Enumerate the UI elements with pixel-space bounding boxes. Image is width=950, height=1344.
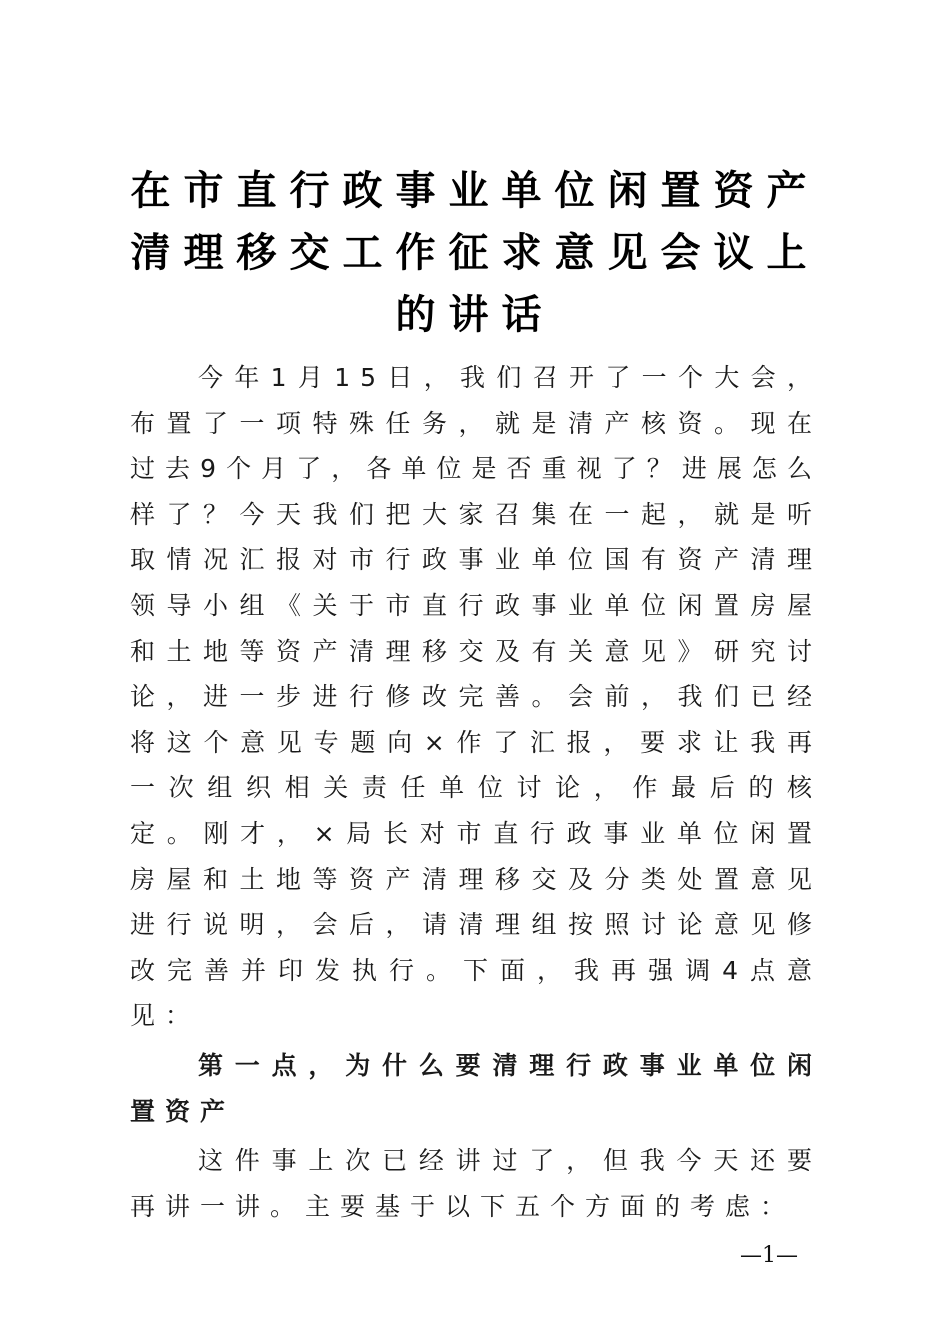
document-title bbox=[130, 160, 820, 346]
body-paragraph-intro: 今年1月15日，我们召开了一个大会，布置了一项特殊任务，就是清产核资。现在过去9个月了，各单位是否重视了？进展怎么样了？今天我们把大家召集在一起，就是听取情况汇报对市行政事业单位国有资产清理领导小组《关于市直行政事业单位闲置房屋和土地等资产清理移交及有关意见》研究讨论，进一步进行修改完善。会前，我们已经将这个意见专题向×作了汇报，要求让我再一次组织相关责任单位讨论，作最后的核定。刚才，×局长对市直行政事业单位闲置房屋和土地等资产清理移交及分类处置意见进行说明，会后，请清理组按照讨论意见修改完善并印发执行。下面，我再强调4点意见： bbox=[130, 363, 822, 1031]
page-number: —1— bbox=[740, 1243, 798, 1268]
title-line-2: 清理移交工作征求意见会议上 bbox=[130, 229, 820, 276]
title-line-1: 在市直行政事业单位闲置资产 bbox=[130, 167, 820, 214]
section-heading-1: 第一点，为什么要清理行政事业单位闲置资产 bbox=[130, 1050, 822, 1126]
document-body bbox=[130, 355, 822, 1229]
body-paragraph-section-1: 这件事上次已经讲过了，但我今天还要再讲一讲。主要基于以下五个方面的考虑： bbox=[130, 1146, 822, 1221]
title-line-3: 的讲话 bbox=[395, 291, 555, 338]
